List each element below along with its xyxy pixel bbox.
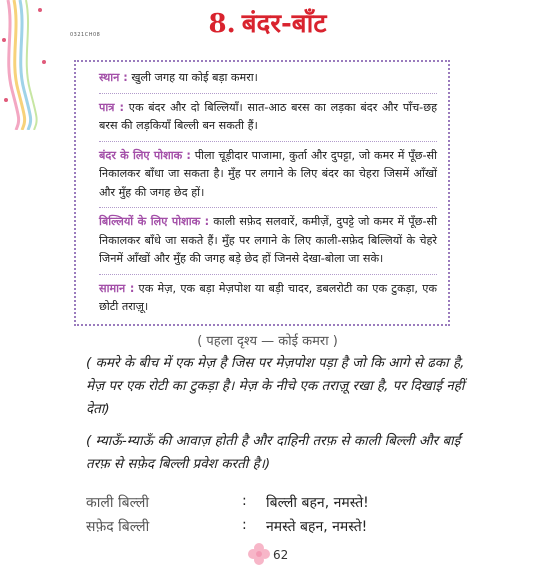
chapter-code: 0321CH08 — [70, 32, 101, 38]
cat-costume-entry — [99, 213, 437, 269]
page-number: 62 — [273, 548, 289, 562]
chapter-title-text: बंदर-बाँट — [241, 9, 327, 39]
info-box — [99, 69, 437, 322]
divider — [99, 207, 437, 208]
characters-label: पात्र : — [99, 100, 124, 114]
place-entry — [99, 69, 437, 88]
cat-costume-text: काली सफ़ेद सलवारें, कमीज़ें, दुपट्टे जो कमर में पूँछ-सी निकालकर बाँधे जा सकते हैं। मुँह पर लगाने के लिए काली-सफ़ेद बिल्लियों के चेहरे जिनमें आँखों और मुँह की जगह बड़े छेद हों जिनसे देखा-बोला जा सके। — [99, 215, 437, 265]
characters-entry — [99, 99, 437, 136]
cat-costume-label: बिल्लियों के लिए पोशाक : — [99, 215, 210, 228]
characters-text: एक बंदर और दो बिल्लियाँ। सात-आठ बरस का लड़का बंदर और पाँच-छह बरस की लड़कियाँ बिल्ली बन सकती हैं। — [99, 100, 438, 132]
dialogue-text: नमस्ते बहन, नमस्ते! — [266, 519, 368, 535]
props-text: एक मेज़, एक बड़ा मेज़पोश या बड़ी चादर, डबलरोटी का एक टुकड़ा, एक छोटी तराज़ू। — [99, 281, 437, 313]
dialogue-colon: : — [242, 517, 247, 533]
speaker-name: काली बिल्ली — [86, 495, 149, 511]
place-label: स्थान : — [99, 71, 128, 84]
flower-icon — [247, 542, 271, 566]
props-entry — [99, 280, 437, 317]
scene-heading: ( पहला दृश्य — कोई कमरा ) — [197, 334, 338, 349]
chapter-title — [0, 4, 535, 40]
stage-direction-2: ( म्याऊँ-म्याऊँ की आवाज़ होती है और दाहिनी तरफ़ से काली बिल्ली और बाईं तरफ़ से सफ़ेद बिल्ली प्रवेश करती है।) — [86, 433, 461, 472]
place-text: खुली जगह या कोई बड़ा कमरा। — [131, 71, 258, 84]
chapter-number: 8. — [208, 9, 236, 39]
divider — [99, 141, 437, 142]
divider — [99, 93, 437, 94]
speaker-name: सफ़ेद बिल्ली — [86, 519, 150, 535]
stage-direction-1: ( कमरे के बीच में एक मेज़ है जिस पर मेज़पोश पड़ा है जो कि आगे से ढका है, मेज़ पर एक रोटी का टुकड़ा है। मेज़ के नीचे एक तराज़ू रखा है, पर दिखाई नहीं देता) — [86, 355, 465, 417]
props-label: सामान : — [99, 281, 135, 295]
monkey-costume-entry — [99, 147, 437, 203]
dialogue-colon: : — [242, 493, 247, 509]
monkey-costume-label: बंदर के लिए पोशाक : — [99, 148, 191, 162]
dialogue-text: बिल्ली बहन, नमस्ते! — [266, 495, 369, 511]
monkey-costume-text: पीला चूड़ीदार पाजामा, कुर्ता और दुपट्टा, जो कमर में पूँछ-सी निकालकर बाँधा जा सकता है। मुँह पर लगाने के लिए बंदर का चेहरा जिसमें आँखों और मुँह की जगह छेद हों। — [99, 148, 437, 199]
divider — [99, 274, 437, 275]
